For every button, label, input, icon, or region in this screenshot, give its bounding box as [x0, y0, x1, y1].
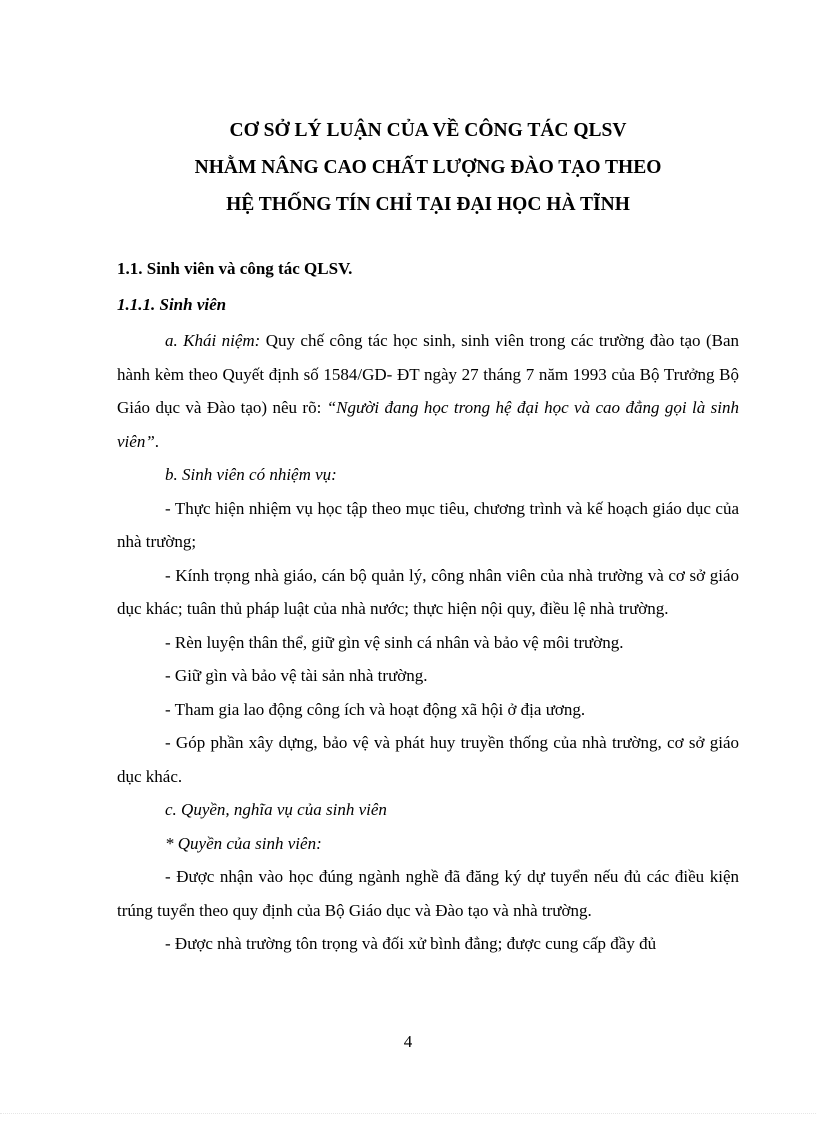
- paragraph-definition: [117, 324, 739, 458]
- duty-item: - Kính trọng nhà giáo, cán bộ quản lý, công nhân viên của nhà trường và cơ sở giáo dục khác; tuân thủ pháp luật của nhà nước; thực hiện nội quy, điều lệ nhà trường.: [117, 565, 739, 618]
- title-line-2: NHẰM NÂNG CAO CHẤT LƯỢNG ĐÀO TẠO THEO: [194, 157, 662, 178]
- body-text: [117, 324, 739, 961]
- definition-text: Quy chế công tác học sinh, sinh viên trong các trường đào tạo (Ban hành kèm theo Quyết định số 1584/GD- ĐT ngày 27 tháng 7 năm 1993 của Bộ Trưởng Bộ Giáo dục và Đào tạo) nêu rõ:: [117, 331, 739, 417]
- duty-item: - Thực hiện nhiệm vụ học tập theo mục tiêu, chương trình và kế hoạch giáo dục của nhà trường;: [117, 498, 739, 551]
- right-item: - Được nhận vào học đúng ngành nghề đã đăng ký dự tuyển nếu đủ các điều kiện trúng tuyển theo quy định của Bộ Giáo dục và Đào tạo và nhà trường.: [117, 867, 739, 920]
- right-item: - Được nhà trường tôn trọng và đối xử bình đẳng; được cung cấp đầy đủ: [165, 934, 657, 953]
- definition-label: a. Khái niệm:: [165, 331, 261, 350]
- duty-item: - Góp phần xây dựng, bảo vệ và phát huy truyền thống của nhà trường, cơ sở giáo dục khác.: [117, 733, 739, 786]
- duty-item: - Giữ gìn và bảo vệ tài sản nhà trường.: [165, 666, 428, 685]
- rights-duties-label: c. Quyền, nghĩa vụ của sinh viên: [165, 800, 387, 819]
- subsection-heading: 1.1.1. Sinh viên: [117, 295, 227, 314]
- page-number: 4: [403, 1032, 413, 1051]
- page-bottom-divider: [0, 1113, 816, 1114]
- definition-quote: “Người đang học trong hệ đại học và cao đẳng gọi là sinh viên”: [117, 398, 739, 451]
- rights-label: * Quyền của sinh viên:: [165, 833, 322, 853]
- document-title: [100, 112, 756, 223]
- duty-item: - Rèn luyện thân thể, giữ gìn vệ sinh cá nhân và bảo vệ môi trường.: [165, 632, 624, 652]
- section-heading: 1.1. Sinh viên và công tác QLSV.: [117, 259, 353, 278]
- duty-item: - Tham gia lao động công ích và hoạt động xã hội ở địa ương.: [165, 699, 586, 719]
- definition-end: .: [154, 431, 160, 451]
- duties-label: b. Sinh viên có nhiệm vụ:: [165, 465, 337, 484]
- title-line-3: HỆ THỐNG TÍN CHỈ TẠI ĐẠI HỌC HÀ TĨNH: [226, 194, 630, 215]
- title-line-1: CƠ SỞ LÝ LUẬN CỦA VỀ CÔNG TÁC QLSV: [229, 120, 627, 141]
